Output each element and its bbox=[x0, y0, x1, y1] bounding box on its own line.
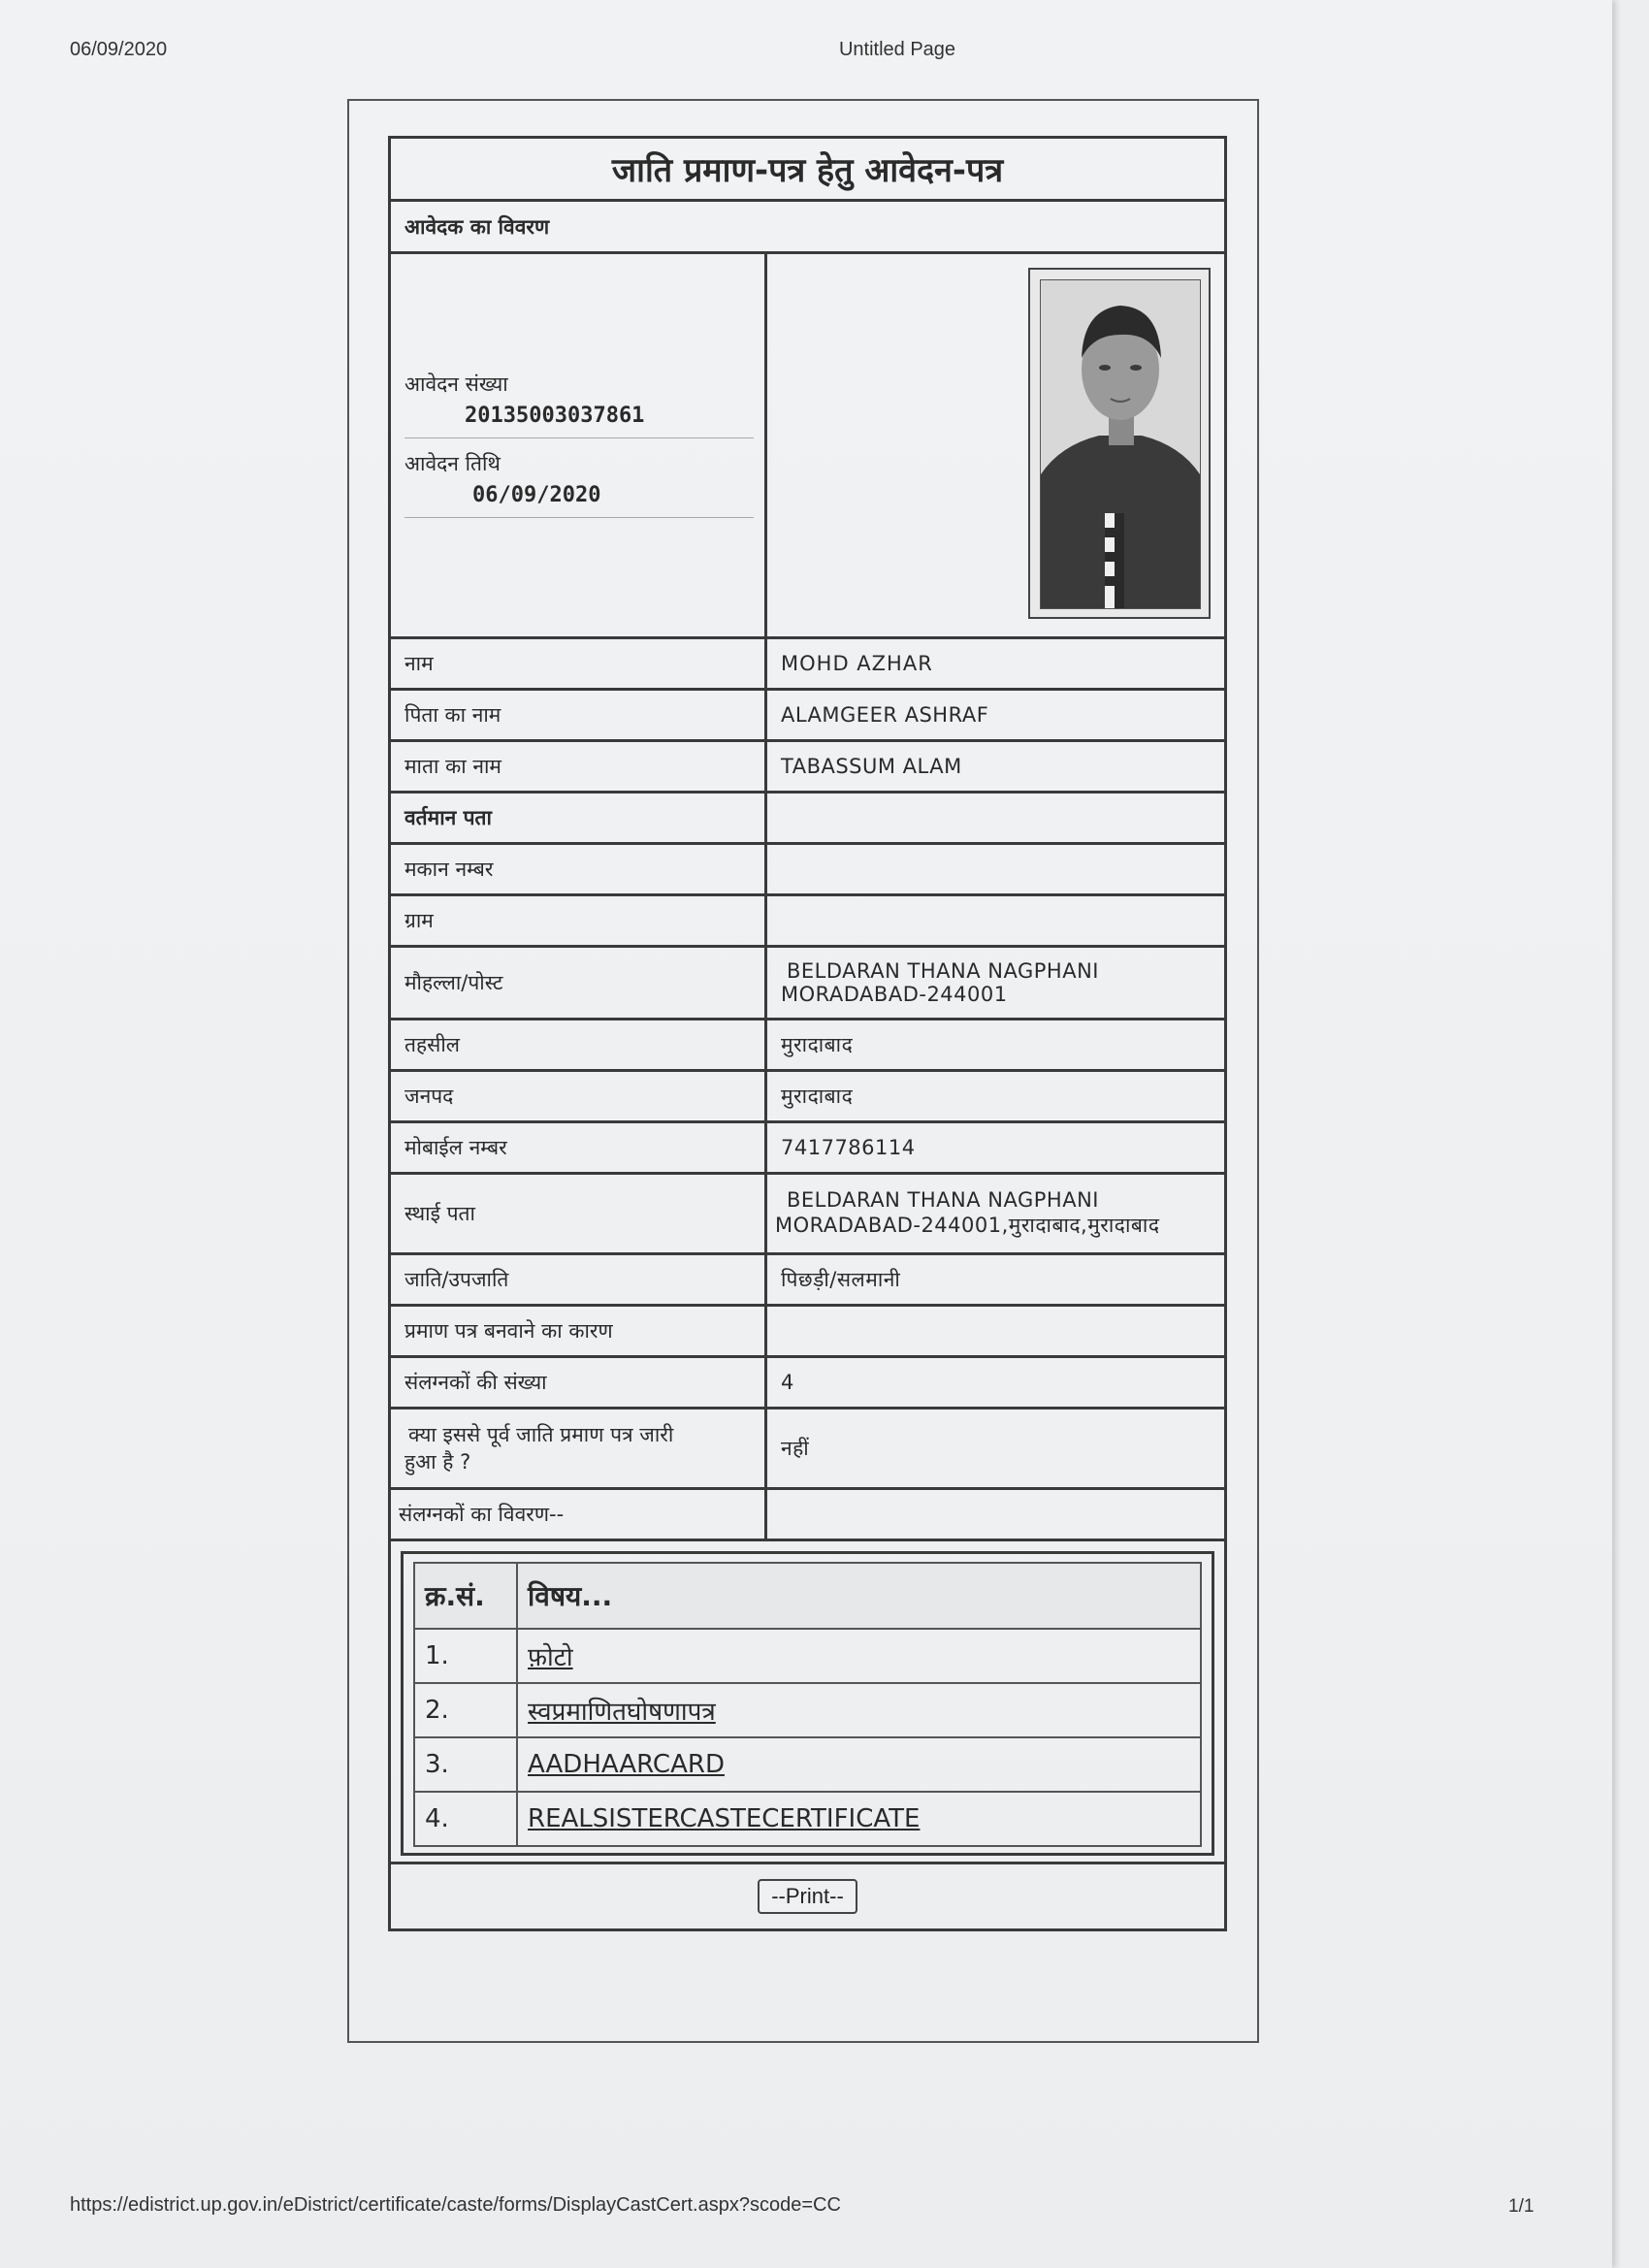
attachments-box bbox=[401, 1551, 1214, 1856]
attachment-details-value bbox=[766, 1489, 1226, 1540]
attachment-sn: 3. bbox=[414, 1737, 517, 1792]
application-info bbox=[390, 253, 766, 638]
application-date-label: आवेदन तिथि bbox=[404, 452, 501, 475]
print-row bbox=[390, 1863, 1226, 1930]
permanent-address-value bbox=[766, 1174, 1226, 1254]
village-value bbox=[766, 895, 1226, 947]
reason-label: प्रमाण पत्र बनवाने का कारण bbox=[390, 1306, 766, 1357]
attachment-count-label: संलग्नकों की संख्या bbox=[390, 1357, 766, 1409]
village-label: ग्राम bbox=[390, 895, 766, 947]
tehsil-label: तहसील bbox=[390, 1020, 766, 1071]
form-title: जाति प्रमाण-पत्र हेतु आवेदन-पत्र bbox=[390, 138, 1226, 201]
district-value: मुरादाबाद bbox=[766, 1071, 1226, 1122]
locality-value bbox=[766, 947, 1226, 1020]
attachment-link-self-declaration[interactable]: स्वप्रमाणितघोषणापत्र bbox=[517, 1683, 1201, 1737]
mobile-value: 7417786114 bbox=[766, 1122, 1226, 1174]
current-address-label: वर्तमान पता bbox=[390, 793, 766, 844]
mother-name-label: माता का नाम bbox=[390, 741, 766, 793]
section-title: आवेदक का विवरण bbox=[390, 201, 1226, 253]
application-form bbox=[388, 136, 1227, 1931]
mobile-label: मोबाईल नम्बर bbox=[390, 1122, 766, 1174]
attachments-header-sn: क्र.सं. bbox=[414, 1563, 517, 1629]
previous-certificate-label-line1: क्या इससे पूर्व जाति प्रमाण पत्र जारी bbox=[408, 1423, 674, 1446]
attachments-cell bbox=[390, 1540, 1226, 1863]
attachment-sn: 2. bbox=[414, 1683, 517, 1737]
attachment-link-photo[interactable]: फ़ोटो bbox=[517, 1629, 1201, 1683]
permanent-address-line2: MORADABAD-244001,मुरादाबाद,मुरादाबाद bbox=[775, 1214, 1160, 1237]
caste-value: पिछड़ी/सलमानी bbox=[766, 1254, 1226, 1306]
tehsil-value: मुरादाबाद bbox=[766, 1020, 1226, 1071]
attachments-header-subject: विषय... bbox=[517, 1563, 1201, 1629]
print-footer-url: https://edistrict.up.gov.in/eDistrict/certificate/caste/forms/DisplayCastCert.aspx?scode=CC bbox=[70, 2194, 841, 2216]
current-address-value bbox=[766, 793, 1226, 844]
print-page-number: 1/1 bbox=[1508, 2196, 1535, 2217]
locality-label: मौहल्ला/पोस्ट bbox=[390, 947, 766, 1020]
previous-certificate-value: नहीं bbox=[766, 1409, 1226, 1489]
permanent-address-label: स्थाई पता bbox=[390, 1174, 766, 1254]
attachment-sn: 1. bbox=[414, 1629, 517, 1683]
house-number-value bbox=[766, 844, 1226, 895]
print-button[interactable]: --Print-- bbox=[758, 1879, 857, 1914]
print-page-title: Untitled Page bbox=[838, 39, 956, 60]
application-number: 20135003037861 bbox=[404, 404, 754, 438]
application-number-label: आवेदन संख्या bbox=[404, 373, 508, 396]
attachment-link-sister-caste-certificate[interactable]: REALSISTERCASTECERTIFICATE bbox=[517, 1792, 1201, 1846]
house-number-label: मकान नम्बर bbox=[390, 844, 766, 895]
application-date: 06/09/2020 bbox=[404, 483, 754, 518]
table-row bbox=[414, 1792, 1201, 1846]
father-name-value: ALAMGEER ASHRAF bbox=[766, 690, 1226, 741]
print-date: 06/09/2020 bbox=[70, 39, 168, 60]
permanent-address-line1: BELDARAN THANA NAGPHANI bbox=[787, 1188, 1099, 1212]
father-name-label: पिता का नाम bbox=[390, 690, 766, 741]
previous-certificate-label-line2: हुआ है ? bbox=[404, 1450, 471, 1474]
name-value: MOHD AZHAR bbox=[766, 638, 1226, 690]
attachments-table bbox=[413, 1562, 1202, 1847]
attachment-sn: 4. bbox=[414, 1792, 517, 1846]
district-label: जनपद bbox=[390, 1071, 766, 1122]
table-row bbox=[414, 1683, 1201, 1737]
attachment-count-value: 4 bbox=[766, 1357, 1226, 1409]
locality-value-line1: BELDARAN THANA NAGPHANI bbox=[787, 959, 1099, 983]
caste-label: जाति/उपजाति bbox=[390, 1254, 766, 1306]
locality-value-line2: MORADABAD-244001 bbox=[781, 983, 1008, 1006]
photo-cell bbox=[766, 253, 1226, 638]
table-row bbox=[414, 1737, 1201, 1792]
attachment-link-aadhaar[interactable]: AADHAARCARD bbox=[517, 1737, 1201, 1792]
mother-name-value: TABASSUM ALAM bbox=[766, 741, 1226, 793]
name-label: नाम bbox=[390, 638, 766, 690]
attachment-details-label: संलग्नकों का विवरण-- bbox=[390, 1489, 766, 1540]
applicant-photo bbox=[1028, 268, 1211, 619]
reason-value bbox=[766, 1306, 1226, 1357]
table-row bbox=[414, 1629, 1201, 1683]
previous-certificate-label bbox=[390, 1409, 766, 1489]
